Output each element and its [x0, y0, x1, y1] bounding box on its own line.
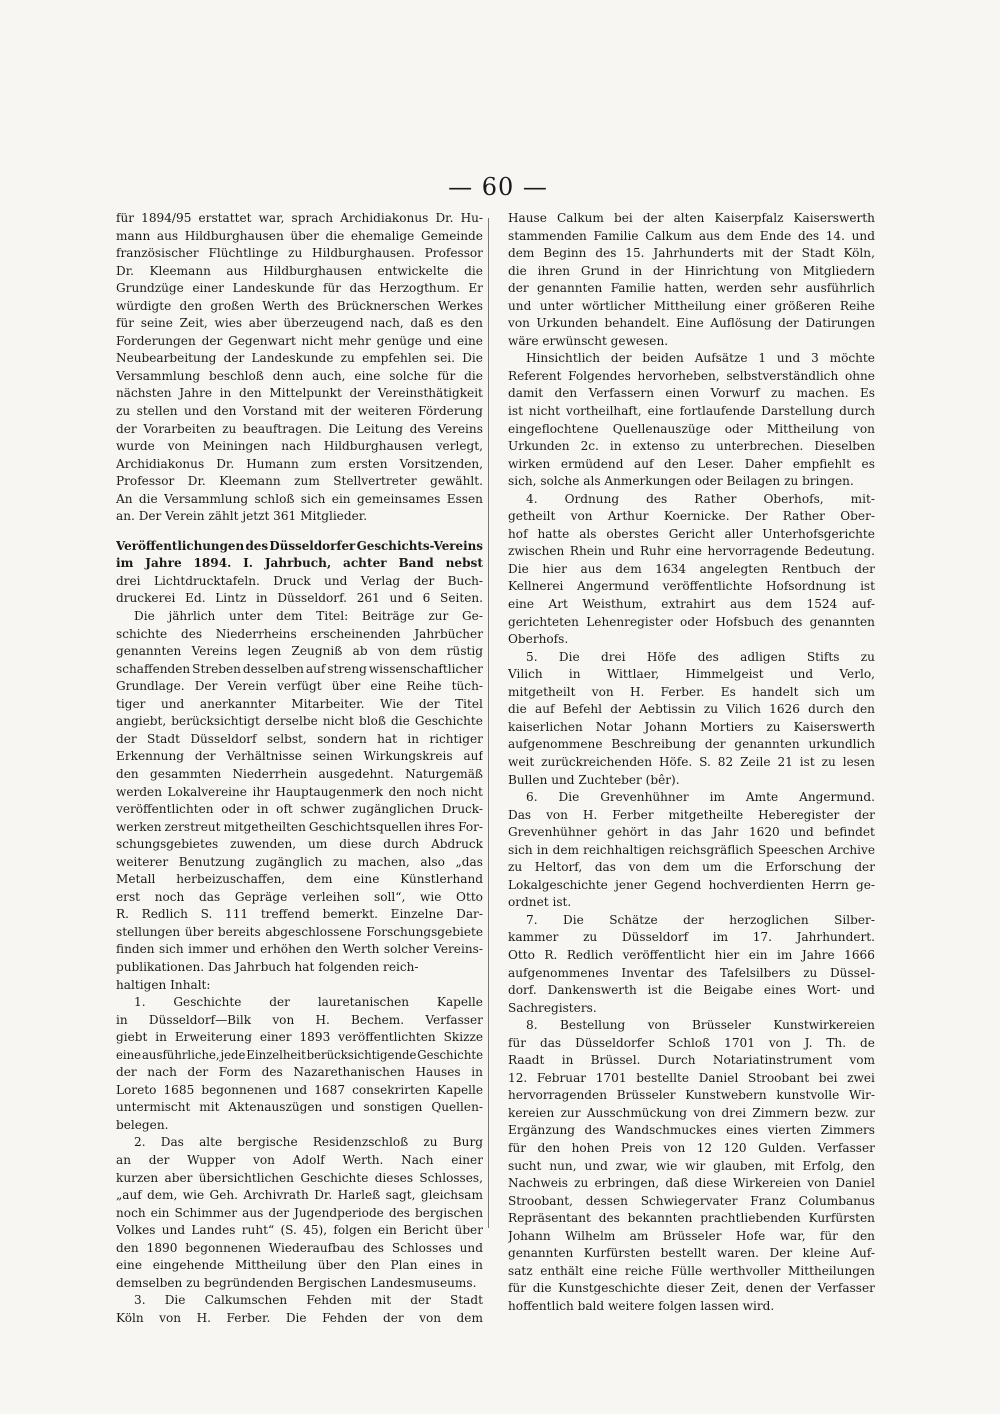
text-line: kammer zu Düsseldorf im 17. Jahrhundert. [508, 930, 875, 945]
text-line: haltigen Inhalt: [116, 977, 211, 992]
text-line: Köln von H. Ferber. Die Fehden der von dem [116, 1310, 483, 1325]
text-line: nächsten Jahre in den Mittelpunkt der Vereinsthätigkeit [116, 386, 483, 401]
text-line: Johann Wilhelm am Brüsseler Hofe war, für den [508, 1228, 875, 1243]
text-line: hoffentlich bald weitere folgen lassen wird. [508, 1298, 775, 1313]
text-line: Kellnerei Angermund veröffentlichte Hofsordnung ist [508, 579, 875, 594]
text-line: Hause Calkum bei der alten Kaiserpfalz Kaiserswerth [508, 211, 875, 225]
text-line: für 1894/95 erstattet war, sprach Archidiakonus Dr. Hu- [116, 211, 483, 225]
text-line: französischer Flüchtlinge zu Hildburghausen. Professor [116, 246, 483, 261]
text-line: eine ausführliche, jede Einzelheit berücksichtigende Geschichte [116, 1047, 483, 1062]
text-line: im Jahre 1894. I. Jahrbuch, achter Band nebst [116, 556, 483, 571]
text-line: eine eingehende Mittheilung über den Plan eines in [116, 1258, 483, 1273]
text-line: Ergänzung des Wandschmuckes eines vierten Zimmers [508, 1123, 875, 1138]
text-line: wäre erwünscht gewesen. [508, 333, 669, 348]
text-line: werden Lokalvereine ihr Hauptaugenmerk den noch nicht [116, 784, 483, 799]
text-line: für den hohen Preis von 12 120 Gulden. Verfasser [508, 1140, 875, 1155]
text-line: Urkunden 2c. in extenso zu unterbrechen. Dieselben [508, 439, 875, 454]
text-line: an der Wupper von Adolf Werth. Nach einer [116, 1152, 483, 1167]
text-line: Repräsentant des bekannten prachtliebenden Kurfürsten [508, 1211, 875, 1226]
text-line: und unter wörtlicher Mittheilung einer größeren Reihe [508, 298, 875, 313]
text-line: 2. Das alte bergische Residenzschloß zu Burg [134, 1135, 483, 1150]
text-line: eine Art Weisthum, extrahirt aus dem 1524 auf- [508, 597, 875, 612]
text-line: 4. Ordnung des Rather Oberhofs, mit- [526, 491, 875, 506]
text-line: 8. Bestellung von Brüsseler Kunstwirkereien [526, 1018, 875, 1033]
text-line: damit den Verfassern einen Vorwurf zu machen. Es [508, 386, 875, 401]
text-line: sich in dem reichhaltigen reichsgräflich Speeschen Archive [508, 842, 875, 857]
text-line: schungsgebietes zuwenden, um diese durch Abdruck [116, 837, 483, 852]
text-line: giebt in Erweiterung einer 1893 veröffentlichten Skizze [116, 1030, 483, 1045]
text-line: Bullen und Zuchteber (bêr). [508, 772, 680, 787]
text-line: mitgetheilt von H. Ferber. Es handelt sich um [508, 684, 875, 699]
text-line: noch ein Schimmer aus der Jugendperiode des bergischen [116, 1205, 483, 1220]
text-line: ist nicht vortheilhaft, eine fortlaufende Darstellung durch [508, 404, 875, 419]
text-line: Referent Folgendes hervorheben, selbstverständlich ohne [508, 368, 875, 383]
text-line: 7. Die Schätze der herzoglichen Silber- [526, 912, 875, 927]
right-column [508, 210, 875, 1315]
text-line: schichte des Niederrheins erscheinenden Jahrbücher [116, 626, 483, 641]
text-line: veröffentlichten oder in oft schwer zugänglichen Druck- [116, 802, 483, 817]
text-line: Loreto 1685 begonnenen und 1687 consekrirten Kapelle [116, 1082, 483, 1097]
text-line: „auf dem, wie Geh. Archivrath Dr. Harleß sagt, gleichsam [116, 1188, 483, 1203]
text-line: ordnet ist. [508, 895, 572, 910]
text-line: Forderungen der Gegenwart nicht mehr genüge und eine [116, 333, 483, 348]
text-line: tiger und anerkannter Mitarbeiter. Wie der Titel [116, 696, 483, 711]
text-line: genannten Vereins legen Zeugniß ab von dem rüstig [116, 644, 483, 659]
text-line: der Stadt Düsseldorf selbst, sondern hat in richtiger [116, 731, 483, 746]
text-line: der Vorarbeiten zu beauftragen. Die Leitung des Vereins [116, 421, 483, 436]
text-line: Stroobant, dessen Schwiegervater Franz Columbanus [508, 1193, 875, 1208]
text-line: satz enthält eine reiche Fülle werthvoller Mittheilungen [508, 1263, 875, 1278]
text-line: 12. Februar 1701 bestellte Daniel Stroobant bei zwei [508, 1070, 875, 1085]
text-line: weit zurückreichenden Höfe. S. 82 Zeile 21 ist zu lesen [508, 754, 875, 769]
text-line: sich, solche als Anmerkungen oder Beilagen zu bringen. [508, 474, 854, 489]
text-line: Hinsichtlich der beiden Aufsätze 1 und 3 möchte [526, 351, 875, 366]
text-line: Dr. Kleemann aus Hildburghausen entwickelte die [116, 263, 483, 278]
text-line: Otto R. Redlich veröffentlicht hier ein im Jahre 1666 [508, 947, 875, 962]
text-line: publikationen. Das Jahrbuch hat folgenden reich- [116, 959, 419, 974]
text-line: aufgenommene Beschreibung der genannten urkundlich [508, 737, 875, 752]
text-line: Sachregisters. [508, 1000, 597, 1015]
text-line: 5. Die drei Höfe des adligen Stifts zu [526, 649, 875, 664]
text-line: den gesammten Niederrhein ausgedehnt. Naturgemäß [116, 766, 483, 781]
text-line: R. Redlich S. 111 treffend bemerkt. Einzelne Dar- [116, 907, 483, 922]
text-line: aufgenommenes Inventar des Tafelsilbers zu Düssel- [508, 965, 875, 980]
text-line: untermischt mit Aktenauszügen und sonstigen Quellen- [116, 1100, 483, 1115]
text-line: gerichteten Lehenregister oder Hofsbuch des genannten [508, 614, 875, 629]
text-line: Grundlage. Der Verein verfügt über eine Reihe tüch- [116, 679, 483, 694]
text-line: Archidiakonus Dr. Humann zum ersten Vorsitzenden, [116, 456, 483, 471]
text-line: An die Versammlung schloß sich ein gemeinsames Essen [116, 491, 483, 506]
text-line: sucht nun, und zwar, wie wir glauben, mit Erfolg, den [508, 1158, 875, 1173]
text-line: werken zerstreut mitgetheilten Geschichtsquellen ihres For- [116, 819, 483, 834]
text-line: Raadt in Brüssel. Durch Notariatinstrument vom [508, 1053, 875, 1068]
text-line: Erkennung der Verhältnisse seinen Wirkungskreis auf [116, 749, 483, 764]
text-line: kereien zur Ausschmückung von drei Zimmern bezw. zur [508, 1105, 875, 1120]
text-line: Die jährlich unter dem Titel: Beiträge zur Ge- [134, 609, 483, 624]
text-line: weiterer Benutzung zugänglich zu machen, also „das [116, 854, 483, 869]
text-line: der genannten Familie hatten, werden sehr ausführlich [508, 281, 875, 296]
text-line: Professor Dr. Kleemann zum Stellvertreter gewählt. [116, 474, 483, 489]
text-line: Grevenhühner gehört in das Jahr 1620 und befindet [508, 825, 875, 840]
text-line: druckerei Ed. Lintz in Düsseldorf. 261 und 6 Seiten. [116, 591, 483, 606]
text-line: dorf. Dankenswerth ist die Beigabe eines Wort- und [508, 983, 875, 998]
text-line: wirken ermüdend auf den Leser. Daher empfiehlt es [508, 456, 875, 471]
text-line: belegen. [116, 1117, 169, 1132]
text-line: Grundzüge einer Landeskunde für das Herzogthum. Er [116, 281, 483, 296]
text-line: Metall herbeizuschaffen, dem eine Künstlerhand [116, 872, 483, 887]
text-line: Volkes und Landes ruht“ (S. 45), folgen ein Bericht über [116, 1223, 483, 1238]
text-line: finden sich immer und erhöhen den Werth solcher Vereins- [116, 942, 483, 957]
text-line: eingeflochtene Quellenauszüge oder Mittheilung von [508, 421, 875, 436]
text-line: Oberhofs. [508, 632, 569, 647]
text-line: von Urkunden behandelt. Eine Auflösung der Datirungen [508, 316, 875, 331]
text-line: erst noch das Gepräge verleihen soll“, wie Otto [116, 889, 483, 904]
text-line: Vilich in Wittlaer, Himmelgeist und Verlo, [508, 667, 875, 682]
text-line: für das Düsseldorfer Schloß 1701 von J. Th. de [508, 1035, 875, 1050]
text-line: 6. Die Grevenhühner im Amte Angermund. [526, 790, 875, 805]
text-line: für die Kunstgeschichte dieser Zeit, denen der Verfasser [508, 1281, 875, 1296]
column-divider [488, 218, 489, 1228]
text-line: hof hatte als oberstes Gericht aller Unterhofsgerichte [508, 526, 875, 541]
text-line: Nachweis zu erbringen, daß diese Wirkereien von Daniel [508, 1176, 875, 1191]
text-line: Neubearbeitung der Landeskunde zu empfehlen sei. Die [116, 351, 483, 366]
text-line: in Düsseldorf—Bilk von H. Bechem. Verfasser [116, 1012, 483, 1027]
text-line: getheilt von Arthur Koernicke. Der Rather Ober- [508, 509, 875, 524]
text-line: kaiserlichen Notar Johann Mortiers zu Kaiserswerth [508, 719, 875, 734]
text-line: Das von H. Ferber mitgetheilte Heberegister der [508, 807, 875, 822]
text-line: der nach der Form des Nazarethanischen Hauses in [116, 1065, 483, 1080]
text-line: stellungen über bereits abgeschlossene Forschungsgebiete [116, 924, 483, 939]
text-line: an. Der Verein zählt jetzt 361 Mitglieder. [116, 509, 368, 524]
text-line: kurzen aber übersichtlichen Geschichte dieses Schlosses, [116, 1170, 483, 1185]
text-line: demselben zu begründenden Bergischen Landesmuseums. [116, 1275, 477, 1290]
text-line: drei Lichtdrucktafeln. Druck und Verlag der Buch- [116, 573, 483, 588]
text-line: Veröffentlichungen des Düsseldorfer Geschichts-Vereins [116, 538, 483, 553]
text-line: wurde von Meiningen nach Hildburghausen verlegt, [116, 439, 483, 454]
text-line: stammenden Familie Calkum aus dem Ende des 14. und [508, 228, 875, 243]
left-column [116, 210, 483, 1327]
text-line: 3. Die Calkumschen Fehden mit der Stadt [134, 1293, 483, 1308]
text-line: zwischen Rhein und Ruhr eine hervorragende Bedeutung. [508, 544, 875, 559]
text-line: 1. Geschichte der lauretanischen Kapelle [134, 995, 483, 1010]
text-line: hervorragenden Brüsseler Kunstwebern kunstvolle Wir- [508, 1088, 875, 1103]
text-line: würdigte den großen Werth des Brücknerschen Werkes [116, 298, 483, 313]
text-line: zu Heltorf, das von dem um die Erforschung der [508, 860, 875, 875]
text-line: schaffenden Streben desselben auf streng wissenschaftlicher [116, 661, 483, 676]
text-line: mann aus Hildburghausen über die ehemalige Gemeinde [116, 228, 483, 243]
text-line: Lokalgeschichte jener Gegend hochverdienten Herrn ge- [508, 877, 875, 892]
text-line: Die hier aus dem 1634 angelegten Rentbuch der [508, 561, 875, 576]
text-line: den 1890 begonnenen Wiederaufbau des Schlosses und [116, 1240, 483, 1255]
text-line: angiebt, berücksichtigt derselbe nicht bloß die Geschichte [116, 714, 483, 729]
text-line: die ihren Grund in der Hinrichtung von Mitgliedern [508, 263, 875, 278]
text-line: genannten Kurfürsten bestellt waren. Der kleine Auf- [508, 1246, 875, 1261]
text-line: für seine Zeit, wies aber überzeugend nach, daß es den [116, 316, 483, 331]
text-line: zu stellen und den Vorstand mit der weiteren Förderung [116, 404, 483, 419]
text-line: Versammlung beschloß denn auch, eine solche für die [116, 368, 483, 383]
page-number: — 60 — [448, 173, 548, 201]
text-line: die auf Befehl der Aebtissin zu Vilich 1626 durch den [508, 702, 875, 717]
text-line: dem Beginn des 15. Jahrhunderts mit der Stadt Köln, [508, 246, 875, 261]
